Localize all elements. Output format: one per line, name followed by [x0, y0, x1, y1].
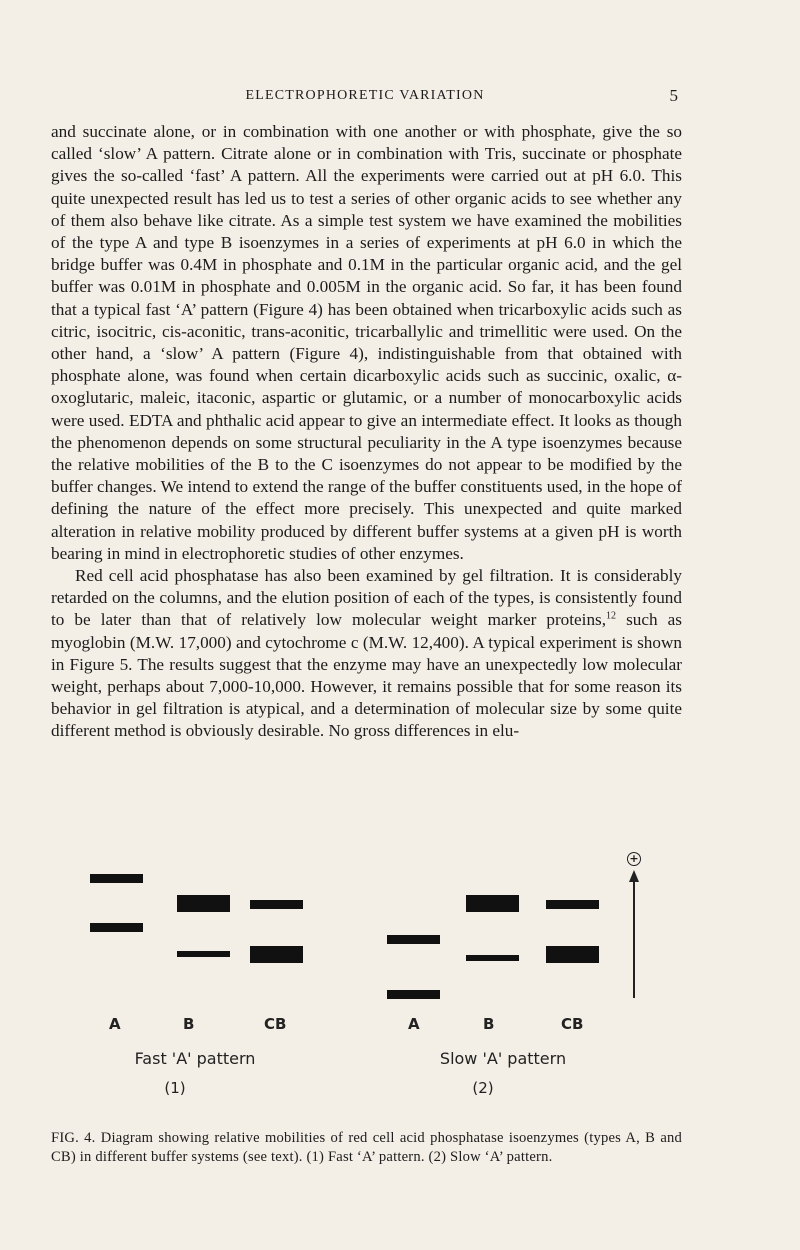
paragraph-text: Red cell acid phosphatase has also been examined by gel filtration. It is considerably retarded on the columns, and the elution position of each of the types, is consistently found to be later than that of relatively low molecular weight marker proteins, [51, 566, 682, 630]
page-number: 5 [669, 86, 678, 105]
band-slow-a-2 [387, 990, 440, 999]
band-slow-b-1 [466, 895, 519, 912]
figure-caption: FIG. 4. Diagram showing relative mobilities of red cell acid phosphatase isoenzymes (types A, B and CB) in different buffer systems (see text). (1) Fast ‘A’ pattern. (2) Slow ‘A’ pattern. [51, 1130, 682, 1165]
band-slow-cb-2 [546, 946, 599, 963]
running-header [0, 86, 800, 110]
band-slow-cb-1 [546, 900, 599, 909]
lane-label: B [483, 1015, 495, 1033]
lane-label: A [109, 1015, 121, 1033]
figure-4-diagram [0, 850, 800, 1110]
paragraph: and succinate alone, or in combination with one another or with phosphate, give the so called ‘slow’ A pattern. Citrate alone or in combination with Tris, succinate or phosphate gives the so-called ‘fast’ A pattern. All the experiments were carried out at pH 6.0. This quite unexpected result has led us to test a series of other organic acids to see whether any of them also behave like citrate. As a simple test system we have examined the mobilities of the type A and type B isoenzymes in a series of experiments at pH 6.0 in which the bridge buffer was 0.4M in phosphate and 0.1M in the particular organic acid, and the gel buffer was 0.01M in phosphate and 0.005M in the organic acid. So far, it has been found that a typical fast ‘A’ pattern (Figure 4) has been obtained when tricarboxylic acids such as citric, isocitric, cis-aconitic, trans-aconitic, tricarballylic and trimellitic were used. On the other hand, a ‘slow’ A pattern (Figure 4), indistinguishable from that obtained with phosphate alone, was found when certain dicarboxylic acids such as succinic, oxalic, α-oxoglutaric, maleic, itaconic, aspartic or glutamic, or a number of monocarboxylic acids were used. EDTA and phthalic acid appear to give an intermediate effect. It looks as though the phenomenon depends on some structural peculiarity in the A type isoenzymes because the relative mobilities of the B to the C isoenzymes do not appear to be modified by the buffer changes. We intend to extend the range of the buffer constituents used, in the hope of defining the nature of the effect more precisely. This unexpected and quite marked alteration in relative mobility produced by different buffer systems at a given pH is worth bearing in mind in electrophoretic studies of other enzymes. [51, 122, 682, 563]
lane-label: CB [561, 1015, 584, 1033]
running-title: ELECTROPHORETIC VARIATION [245, 88, 485, 103]
band-fast-b-1 [177, 895, 230, 912]
pattern-1-number: (1) [164, 1079, 186, 1097]
pattern-2-number: (2) [472, 1079, 494, 1097]
paragraph-text: such as myoglobin (M.W. 17,000) and cytochrome c (M.W. 12,400). A typical experiment is shown in Figure 5. The results suggest that the enzyme may have an unexpectedly low molecular weight, perhaps about 7,000-10,000. However, it remains possible that for some reason its behavior in gel filtration is atypical, and a determination of molecular size by some quite different method is obviously desirable. No gross differences in elu- [51, 610, 682, 741]
reference-superscript: 12 [606, 610, 617, 622]
body-text [51, 121, 682, 743]
band-slow-a-1 [387, 935, 440, 944]
band-fast-b-2 [177, 951, 230, 957]
band-fast-a-2 [90, 923, 143, 932]
pattern-2-title: Slow 'A' pattern [439, 1049, 567, 1068]
lane-label: CB [264, 1015, 287, 1033]
band-fast-cb-1 [250, 900, 303, 909]
lane-label: A [408, 1015, 420, 1033]
band-fast-cb-2 [250, 946, 303, 963]
paragraph [51, 565, 682, 743]
band-slow-b-2 [466, 955, 519, 961]
lane-label: B [183, 1015, 195, 1033]
pattern-1-title: Fast 'A' pattern [134, 1049, 256, 1068]
band-fast-a-1 [90, 874, 143, 883]
anode-plus-icon: + [627, 852, 641, 866]
migration-axis-line [633, 880, 635, 998]
